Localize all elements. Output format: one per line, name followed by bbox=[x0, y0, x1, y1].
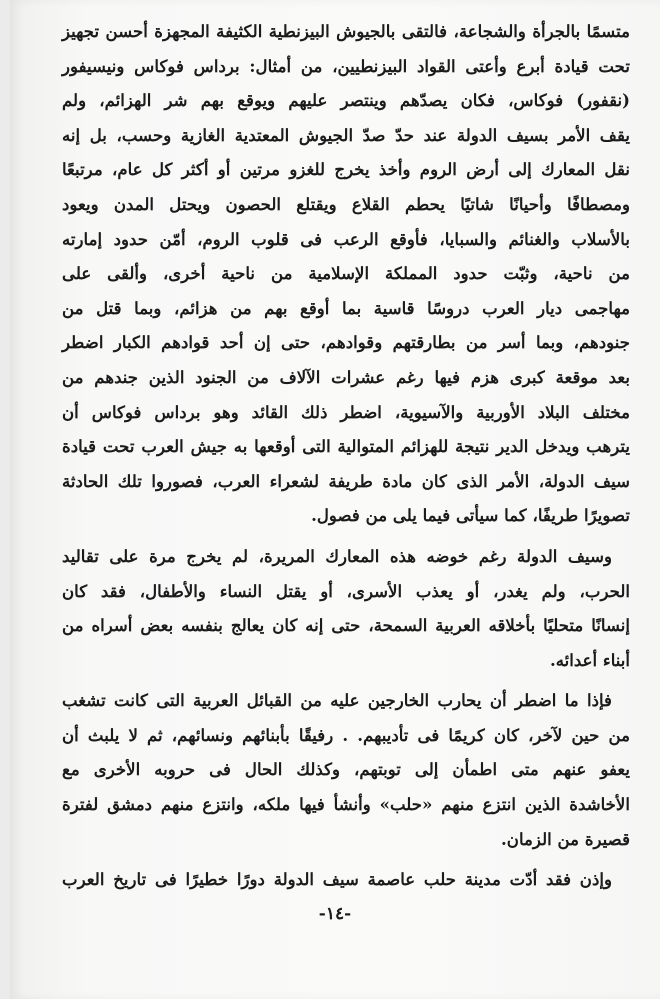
text-line: يقف الأمر بسيف الدولة عند حدّ صدّ الجيوش المعتدية الغازية وحسب، بل إنه bbox=[62, 124, 630, 145]
paragraph bbox=[62, 683, 630, 856]
text-line: ومصطافًا وأحيانًا شاتيًا يحطم القلاع ويقتلع الحصون ويحتل المدن ويعود bbox=[62, 193, 630, 214]
text-line: الحرب، ولم يغدر، أو يعذب الأسرى، أو يقتل النساء والأطفال، فقد كان bbox=[62, 580, 630, 601]
text-line: تصويرًا طريفًا، كما سيأتى فيما يلى من فصول. bbox=[311, 505, 630, 526]
text-line: نقل المعارك إلى أرض الروم وأخذ يخرج للغزو مرتين أو أكثر كل عام، مرتبعًا bbox=[62, 159, 630, 180]
paragraph bbox=[62, 14, 630, 533]
text-line: بالأسلاب والغنائم والسبايا، فأوقع الرعب فى قلوب الروم، أمّن حدود إمارته bbox=[62, 228, 630, 249]
text-line: فإذا ما اضطر أن يحارب الخارجين عليه من القبائل العربية التى كانت تشغب bbox=[62, 690, 612, 711]
text-line: أبناء أعدائه. bbox=[550, 649, 630, 670]
text-line: الأخاشدة الذين انتزع منهم «حلب» وأنشأ فيها ملكه، وانتزع منهم دمشق لفترة bbox=[62, 794, 630, 815]
text-line: إنسانًا متحليًا بأخلاقه العربية السمحة، حتى إنه كان يعالج بنفسه بعض أسراه من bbox=[62, 615, 630, 636]
text-line: (نقفور) فوكاس، فكان يصدّهم وينتصر عليهم ويوقع بهم شر الهزائم، ولم bbox=[62, 90, 630, 111]
book-page bbox=[10, 0, 660, 999]
paragraph bbox=[62, 539, 630, 677]
paragraph bbox=[62, 862, 630, 897]
text-line: جنودهم، وبما أسر من بطارقتهم وقوادهم، حتى إن أحد قوادهم الكبار اضطر bbox=[62, 332, 630, 353]
text-line: وإذن فقد أدّت مدينة حلب عاصمة سيف الدولة دورًا خطيرًا فى تاريخ العرب bbox=[62, 869, 612, 890]
page-number: -١٤- bbox=[318, 904, 352, 924]
text-line: بعد موقعة كبرى هزم فيها رغم عشرات الآلاف من الجنود الذين جندهم من bbox=[62, 366, 630, 387]
text-line: وسيف الدولة رغم خوضه هذه المعارك المريرة، لم يخرج مرة على تقاليد bbox=[62, 545, 612, 566]
text-line: يعفو عنهم متى اطمأن إلى توبتهم، وكذلك الحال فى حروبه الأخرى مع bbox=[62, 759, 630, 780]
text-line: مختلف البلاد الأوربية والآسيوية، اضطر ذلك القائد وهو برداس فوكاس أن bbox=[62, 401, 630, 422]
text-line: من حين لآخر، كان كريمًا فى تأديبهم. . رفيقًا بأبنائهم ونسائهم، ثم لا يلبث أن bbox=[62, 724, 630, 745]
text-line: سيف الدولة، الأمر الذى كان مادة طريفة لشعراء العرب، فصوروا تلك الحادثة bbox=[62, 470, 630, 491]
text-line: متسمًا بالجرأة والشجاعة، فالتقى بالجيوش البيزنطية الكثيفة المجهزة أحسن تجهيز bbox=[62, 21, 630, 41]
text-line: من ناحية، وثبّت حدود المملكة الإسلامية من ناحية أخرى، وألقى على bbox=[62, 263, 630, 284]
text-line: تحت قيادة أبرع وأعتى القواد البيزنطيين، من أمثال: برداس فوكاس ونيسيفور bbox=[62, 55, 630, 76]
body-text bbox=[62, 14, 630, 897]
text-line: مهاجمى ديار العرب دروسًا قاسية بما أوقع بهم من هزائم، وبما قتل من bbox=[62, 297, 630, 318]
text-line: يترهب ويدخل الدير نتيجة للهزائم المتوالية التى أوقعها به جيش العرب تحت قيادة bbox=[62, 436, 630, 457]
text-line: قصيرة من الزمان. bbox=[501, 828, 630, 849]
